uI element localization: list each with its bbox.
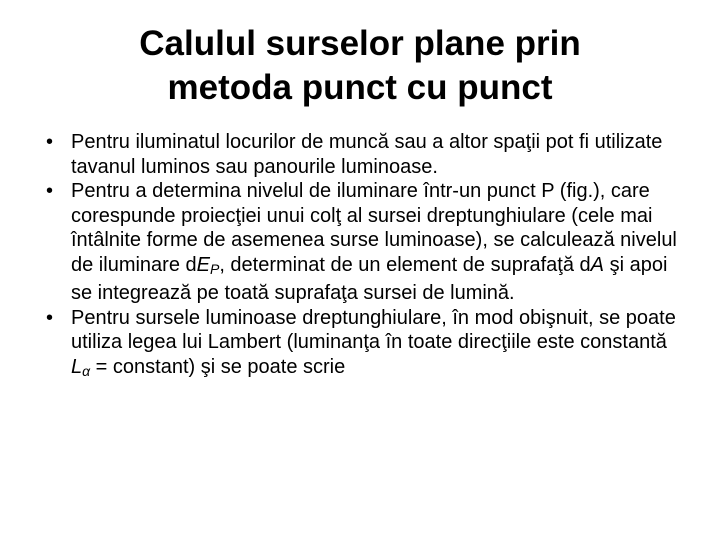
bullet-item-2	[46, 179, 686, 306]
bullet-2-text-part3: şi apoi se integrează pe toată suprafaţa sursei de lumină.	[71, 253, 668, 304]
bullet-3-text-part1: Pentru sursele luminoase dreptunghiulare, în mod obişnuit, se poate utiliza legea lui Lambert (luminanţa în toate direcţiile este constantă	[71, 306, 676, 353]
bullet-2-text-part2: , determinat de un element de suprafaţă d	[219, 253, 591, 276]
symbol-l: L	[71, 355, 83, 378]
bullet-item-1	[46, 130, 686, 179]
title-line-2: metoda punct cu punct	[167, 68, 553, 107]
bullet-marker: •	[46, 131, 54, 153]
symbol-alpha-subscript: α	[82, 362, 91, 379]
bullet-marker: •	[46, 180, 54, 202]
bullet-3-text-part2: = constant) şi se poate scrie	[90, 355, 346, 378]
bullet-marker: •	[46, 306, 54, 329]
symbol-a: A	[590, 253, 605, 276]
title-line-1: Calulul surselor plane prin	[139, 24, 581, 63]
symbol-p-subscript: P	[209, 260, 220, 277]
bullet-list	[46, 130, 686, 383]
bullet-2-text-part1: Pentru a determina nivelul de iluminare într-un punct P (fig.), care corespunde proiecţiei unui colţ al sursei dreptunghiulare (cele mai întâlnite forme de asemenea surse luminoase), se calculează nivelul de iluminare d	[71, 180, 677, 276]
symbol-e: E	[196, 253, 210, 276]
bullet-1-text: Pentru iluminatul locurilor de muncă sau a altor spaţii pot fi utilizate tavanul luminos sau panourile luminoase.	[71, 131, 663, 178]
slide-title	[40, 22, 680, 110]
bullet-item-3	[46, 306, 686, 384]
